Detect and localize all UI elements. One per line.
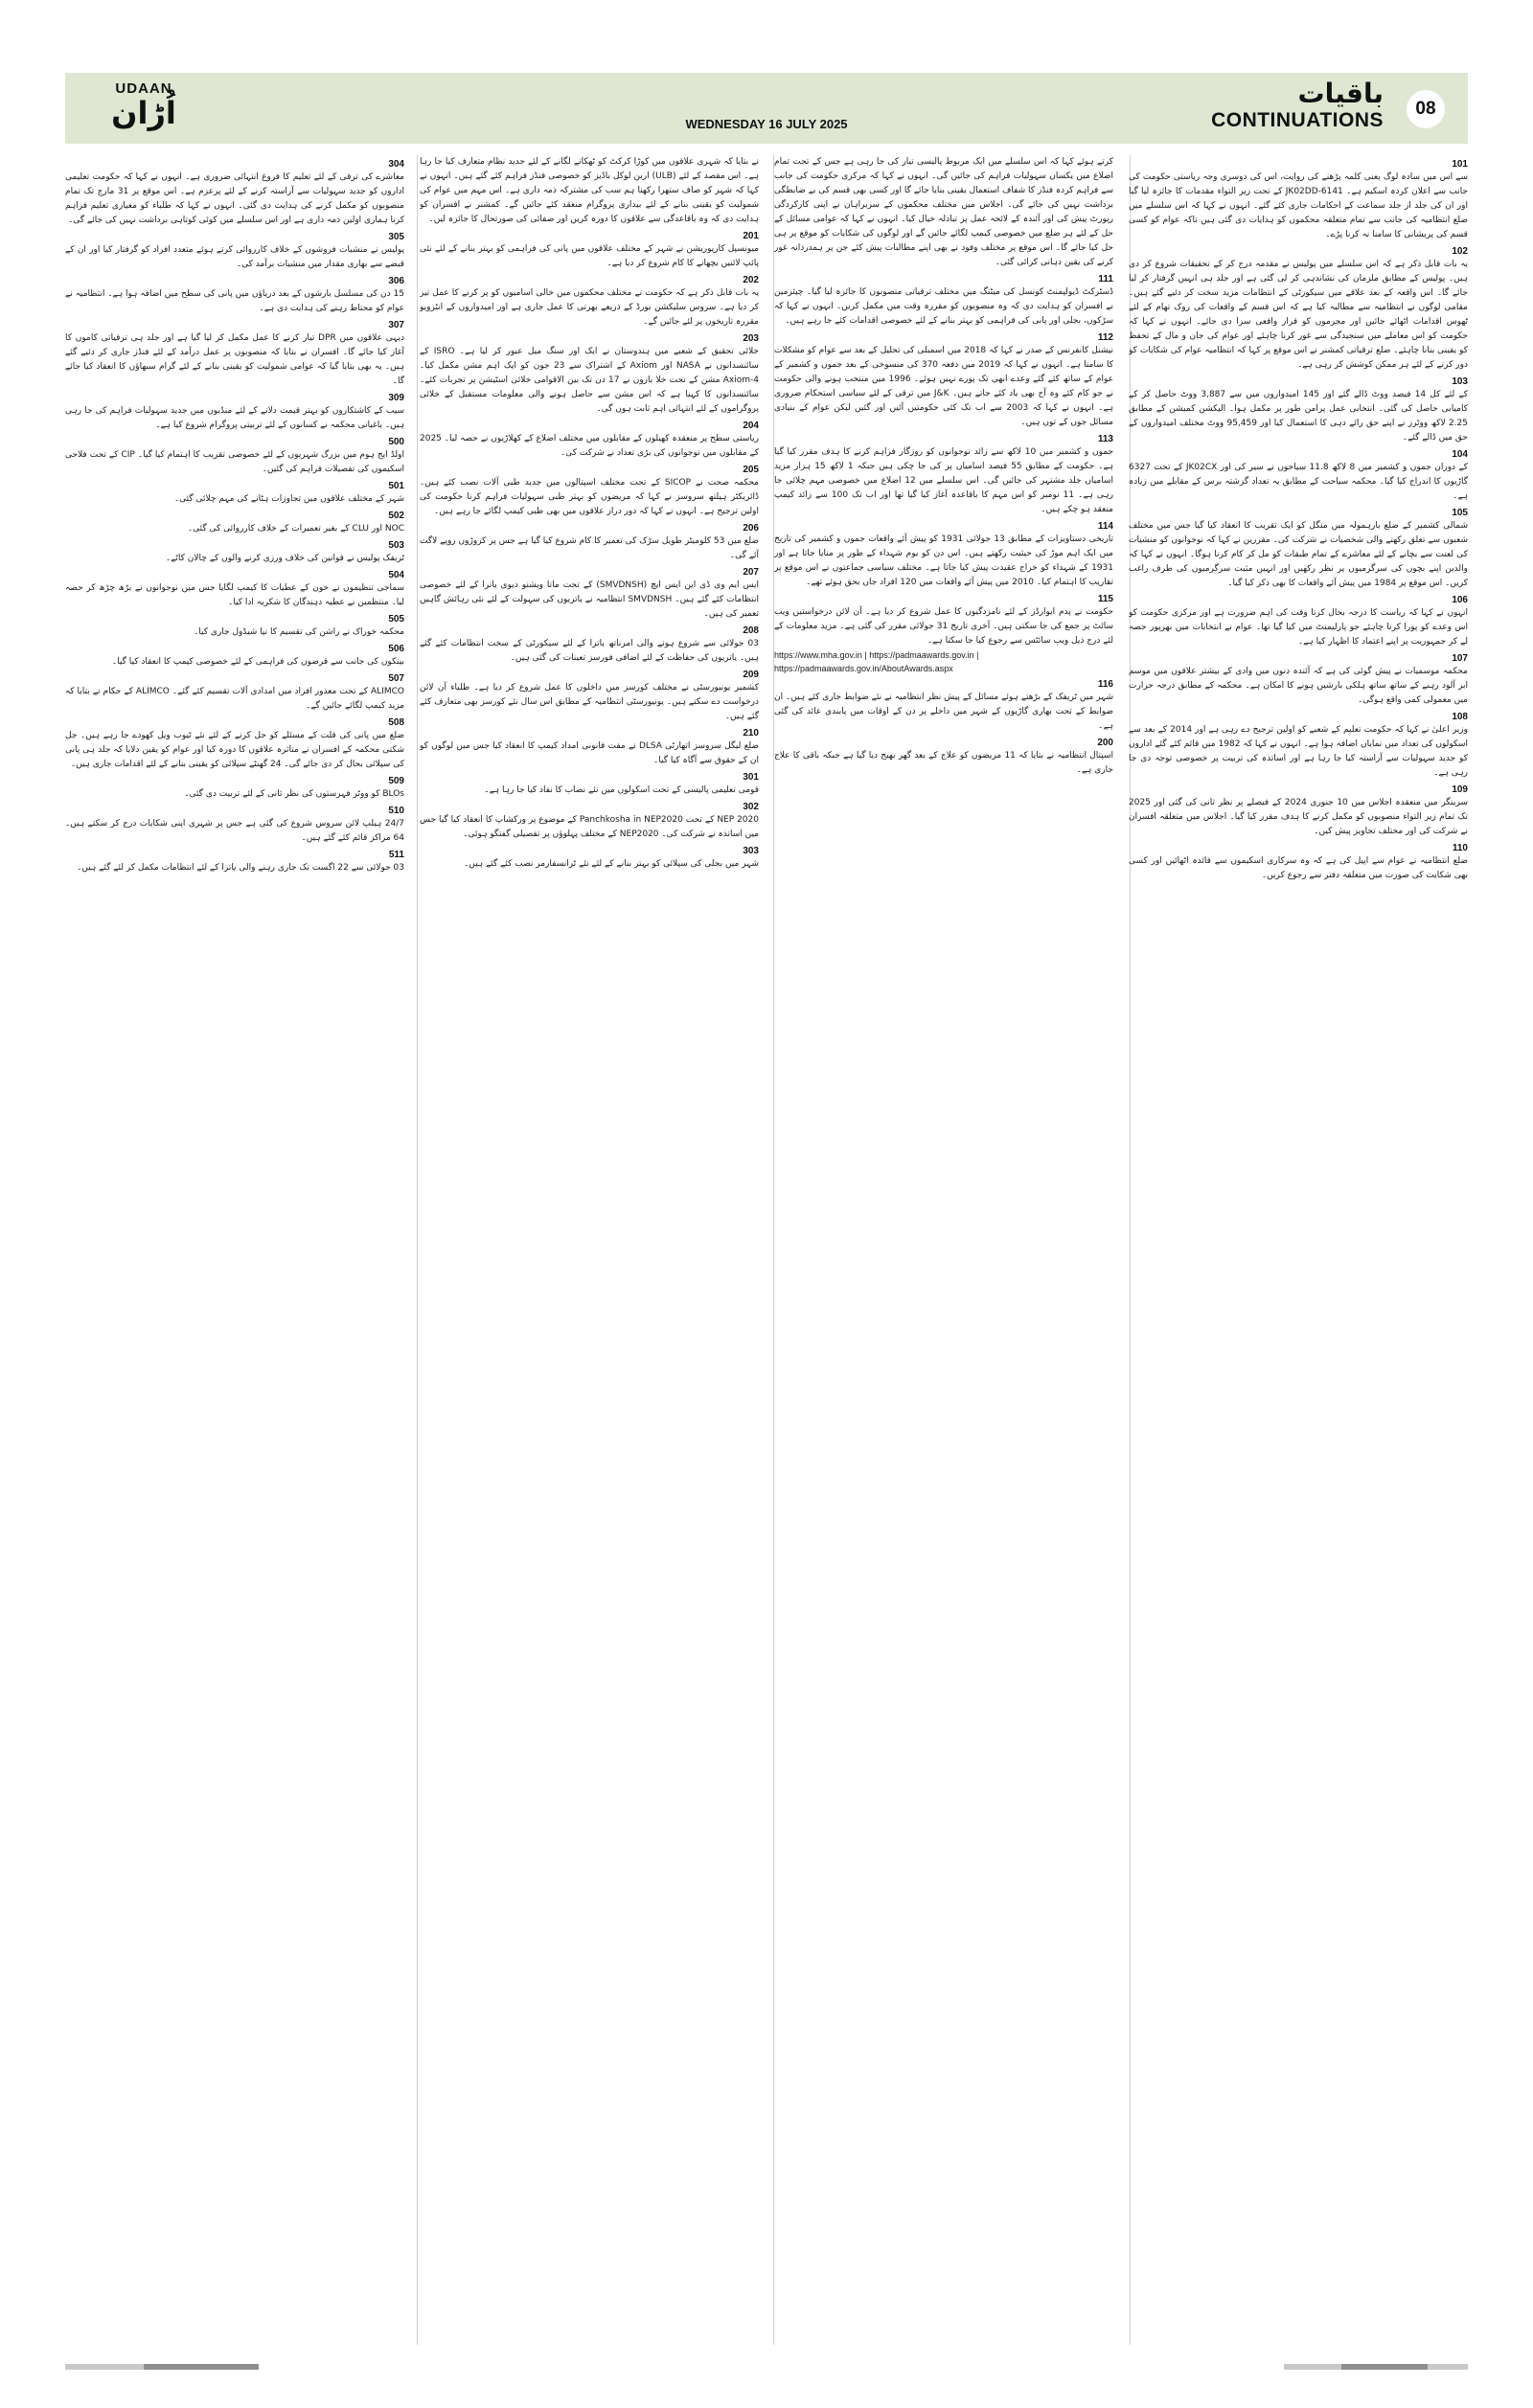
continuation-text: ریاستی سطح پر منعقدہ کھیلوں کے مقابلوں میں مختلف اضلاع کے کھلاڑیوں نے حصہ لیا۔ 2025 کے مقابلوں میں نوجوانوں کی بڑی تعداد نے شرکت کی۔	[420, 434, 759, 458]
masthead-bar	[65, 73, 1468, 144]
continuation-block	[420, 567, 759, 622]
continuation-number: 306	[388, 276, 404, 286]
continuation-text: قومی تعلیمی پالیسی کے تحت اسکولوں میں نئے نصاب کا نفاذ کیا جا رہا ہے۔	[484, 785, 759, 795]
continuation-number: 205	[743, 465, 759, 475]
continuation-block	[1129, 246, 1468, 373]
continuation-block	[1129, 784, 1468, 839]
continuation-number: 114	[1097, 521, 1113, 532]
continuation-block	[65, 232, 404, 272]
continuation-block	[65, 393, 404, 433]
continuation-number: 204	[743, 420, 759, 431]
brand-name-ur: اُڑان	[111, 95, 176, 131]
continuation-number: 115	[1097, 594, 1113, 604]
continuation-number: 504	[388, 570, 404, 580]
continuation-block	[420, 155, 759, 227]
continuation-block	[65, 717, 404, 772]
continuation-block	[65, 511, 404, 536]
continuation-text: حکومت نے پدم ایوارڈز کے لئے نامزدگیوں کا عمل شروع کر دیا ہے۔ آن لائن درخواستیں ویب سائٹ پر جمع کی جا سکتی ہیں۔ آخری تاریخ 31 جولائی مقرر کی گئی ہے۔ مزید معلومات کے لئے درج ذیل ویب سائٹس سے رجوع کیا جا سکتا ہے۔	[774, 607, 1113, 646]
continuation-block	[774, 594, 1113, 648]
continuation-text: یہ بات قابل ذکر ہے کہ اس سلسلے میں پولیس نے مقدمہ درج کر کے تحقیقات شروع کر دی ہیں۔ پولیس کے مطابق ملزمان کی نشاندہی کر لی گئی ہے اور جلد ہی انہیں گرفتار کر لیا جائے گا۔ اس واقعہ کے بعد علاقے میں سیکورٹی کے انتظامات مزید سخت کر دئیے گئے ہیں۔ مقامی لوگوں نے انتظامیہ سے مطالبہ کیا ہے کہ اس قسم کے واقعات کی روک تھام کے لئے ٹھوس اقدامات اٹھائے جائیں اور مجرموں کو قرار واقعی سزا دی جائے۔ انہوں نے کہا کہ حکومت کو اس معاملے میں سنجیدگی سے غور کرنا چاہئے اور عوام کی جان و مال کے تحفظ کو یقینی بنانا چاہئے۔ ضلع ترقیاتی کمشنر نے اس موقع پر کہا کہ انتظامیہ عوام کی شکایات کو دور کرنے کے لئے ہر ممکن کوشش کر رہی ہے۔	[1129, 260, 1468, 370]
continuation-text: NOC اور CLU کے بغیر تعمیرات کے خلاف کارروائی کی گئی۔	[187, 524, 404, 534]
continuation-number: 302	[743, 802, 759, 812]
continuation-block	[65, 850, 404, 875]
continuation-block	[65, 540, 404, 566]
continuation-number: 104	[1452, 449, 1468, 460]
continuation-text: سیب کے کاشتکاروں کو بہتر قیمت دلانے کے لئے منڈیوں میں جدید سہولیات فراہم کی جا رہی ہیں۔ باغبانی محکمہ نے کسانوں کے لئے تربیتی پروگرام شروع کیا ہے۔	[65, 406, 404, 430]
continuation-number: 200	[1097, 738, 1113, 748]
continuation-block	[420, 275, 759, 329]
continuation-block	[774, 274, 1113, 329]
continuation-number: 502	[388, 511, 404, 521]
continuation-block	[1129, 843, 1468, 883]
continuation-block	[774, 648, 1113, 675]
continuation-block	[65, 644, 404, 670]
continuation-block	[420, 772, 759, 798]
continuation-block	[420, 231, 759, 271]
continuation-block	[420, 802, 759, 842]
page-number-badge: 08	[1407, 90, 1445, 128]
continuation-number: 102	[1452, 246, 1468, 257]
continuation-block	[1129, 449, 1468, 504]
continuation-text: پولیس نے منشیات فروشوں کے خلاف کارروائی کرتے ہوئے متعدد افراد کو گرفتار کیا اور ان کے قبضے سے بھاری مقدار میں منشیات برآمد کی۔	[65, 245, 404, 269]
text-column-2	[774, 155, 1113, 2345]
continuation-block	[420, 465, 759, 519]
continuation-number: 112	[1097, 332, 1113, 343]
continuation-number: 113	[1097, 434, 1113, 444]
continuation-number: 304	[388, 159, 404, 170]
continuation-text: ایس ایم وی ڈی این ایس ایچ (SMVDNSH) کے تحت ماتا ویشنو دیوی یاترا کے لئے خصوصی انتظامات کئے گئے ہیں۔ SMVDNSH انتظامیہ نے یاتریوں کی سہولت کے لئے نئی رہائش گاہیں تعمیر کی ہیں۔	[420, 580, 759, 619]
continuation-number: 107	[1452, 653, 1468, 664]
continuation-number: 303	[743, 846, 759, 856]
continuation-text: یہ بات قابل ذکر ہے کہ حکومت نے مختلف محکموں میں خالی اسامیوں کو پر کرنے کا عمل تیز کر دیا ہے۔ سروس سلیکشن بورڈ کے ذریعے بھرتی کا عمل جاری ہے اور امیدواروں کے انٹرویو مقررہ تاریخوں پر لئے جائیں گے۔	[420, 288, 759, 327]
continuation-block	[65, 320, 404, 389]
continuation-text: ضلع لیگل سروسز اتھارٹی DLSA نے مفت قانونی امداد کیمپ کا انعقاد کیا جس میں لوگوں کو ان کے حقوق سے آگاہ کیا گیا۔	[420, 741, 759, 765]
continuation-block	[774, 679, 1113, 734]
continuation-text: انہوں نے کہا کہ ریاست کا درجہ بحال کرنا وقت کی اہم ضرورت ہے اور مرکزی حکومت کو اس وعدے کو پورا کرنا چاہئے جو پارلیمنٹ میں کیا گیا تھا۔ عوام نے انتخابات میں بھرپور حصہ لے کر جمہوریت پر اپنے اعتماد کا اظہار کیا ہے۔	[1129, 608, 1468, 647]
continuation-text: ڈسٹرکٹ ڈیولپمنٹ کونسل کی میٹنگ میں مختلف ترقیاتی منصوبوں کا جائزہ لیا گیا۔ چیئرمین نے افسران کو ہدایت دی کہ وہ منصوبوں کو مقررہ وقت میں مکمل کریں۔ انہوں نے کہا کہ سڑکوں، بجلی اور پانی کی فراہمی کو بہتر بنانے کے لئے خصوصی اقدامات کئے جا رہے ہیں۔	[774, 287, 1113, 326]
text-column-1	[1129, 155, 1468, 2345]
continuation-number: 503	[388, 540, 404, 551]
continuation-text: کرتے ہوئے کہا کہ اس سلسلے میں ایک مربوط پالیسی تیار کی جا رہی ہے جس کے تحت تمام اضلاع میں یکساں سہولیات فراہم کی جائیں گی۔ انہوں نے کہا کہ مرکزی حکومت کی جانب سے فراہم کردہ فنڈز کا شفاف استعمال یقینی بنایا جائے گا اور کسی بھی قسم کی بے ضابطگی برداشت نہیں کی جائے گی۔ اجلاس میں مختلف محکموں کے سربراہان نے اپنی کارکردگی رپورٹ پیش کی اور آئندہ کے لائحہ عمل پر تبادلہ خیال کیا۔ انہوں نے کہا کہ عوامی مسائل کے حل کے لئے ہر ضلع میں خصوصی کیمپ لگائے جائیں گے اور لوگوں کی شکایات کو موقع پر ہی حل کیا جائے گا۔ اس موقع پر مختلف وفود نے بھی اپنے مطالبات پیش کئے جن پر ہمدردانہ غور کرنے کی یقین دہانی کرائی گئی۔	[774, 157, 1113, 267]
continuation-text: سرینگر میں منعقدہ اجلاس میں 10 جنوری 2024 کے فیصلے پر نظر ثانی کی گئی اور 2025 تک تمام زیر التواء منصوبوں کو مکمل کرنے کا ہدف مقرر کیا گیا۔ اجلاس میں متعلقہ افسران نے شرکت کی اور مختلف تجاویز پیش کیں۔	[1129, 798, 1468, 836]
continuation-block	[1129, 376, 1468, 445]
section-title-en: CONTINUATIONS	[1211, 109, 1384, 131]
continuation-text: سماجی تنظیموں نے خون کے عطیات کا کیمپ لگایا جس میں نوجوانوں نے بڑھ چڑھ کر حصہ لیا۔ منتظمین نے عطیہ دہندگان کا شکریہ ادا کیا۔	[65, 583, 404, 607]
continuation-number: 210	[743, 728, 759, 738]
continuation-block	[65, 614, 404, 640]
continuation-number: 110	[1452, 843, 1468, 853]
continuation-text: 03 جولائی سے 22 اگست تک جاری رہنے والی یاترا کے لئے انتظامات مکمل کر لئے گئے ہیں۔	[77, 863, 404, 873]
continuation-block	[420, 523, 759, 563]
continuation-text: نے بتایا کہ شہری علاقوں میں کوڑا کرکٹ کو ٹھکانے لگانے کے لئے جدید نظام متعارف کیا جا رہا ہے۔ اس مقصد کے لئے (ULB) اربن لوکل باڈیز کو خصوصی فنڈز فراہم کئے گئے ہیں۔ انہوں نے کہا کہ شہر کو صاف ستھرا رکھنا ہم سب کی مشترکہ ذمہ داری ہے۔ اس مہم میں عوام کی شمولیت کو یقینی بنانے کے لئے بیداری پروگرام منعقد کئے جائیں گے۔ کمشنر نے افسران کو ہدایت دی کہ وہ باقاعدگی سے علاقوں کا دورہ کریں اور صفائی کی صورتحال کا جائزہ لیں۔	[420, 157, 759, 224]
continuation-number: 505	[388, 614, 404, 625]
continuation-text: ضلع میں پانی کی قلت کے مسئلے کو حل کرنے کے لئے نئے ٹیوب ویل کھودے جا رہے ہیں۔ جل شکتی محکمہ کے افسران نے متاثرہ علاقوں کا دورہ کیا اور عوام کو یقین دلایا کہ جلد ہی پانی کی سپلائی بحال کر دی جائے گی۔ 24 گھنٹے سپلائی کو یقینی بنانے کے لئے اقدامات جاری ہیں۔	[65, 731, 404, 769]
continuation-block	[65, 570, 404, 610]
text-column-3	[420, 155, 759, 2345]
continuation-text: نیشنل کانفرنس کے صدر نے کہا کہ 2018 میں اسمبلی کی تحلیل کے بعد سے عوام کو مشکلات کا سامنا ہے۔ انہوں نے کہا کہ 2019 میں دفعہ 370 کی منسوخی کے بعد جموں و کشمیر کے عوام کے ساتھ کئے گئے وعدے ابھی تک پورے نہیں ہوئے۔ 1996 میں منتخب ہونے والی حکومت نے جو کام کئے وہ آج بھی یاد کئے جاتے ہیں۔ J&K میں ترقی کے لئے سیاسی استحکام ضروری ہے۔ انہوں نے کہا کہ 2003 سے اب تک کئی حکومتیں آئیں اور گئیں لیکن عوام کے بنیادی مسائل جوں کے توں ہیں۔	[774, 346, 1113, 427]
continuation-text: خلائی تحقیق کے شعبے میں ہندوستان نے ایک اور سنگ میل عبور کر لیا ہے۔ ISRO کے سائنسدانوں نے NASA اور Axiom کے اشتراک سے 23 جون کو ایک اہم مشن مکمل کیا۔ Axiom-4 مشن کے تحت خلا بازوں نے 17 دن تک بین الاقوامی خلائی اسٹیشن پر تجربات کئے۔ سائنسدانوں کا کہنا ہے کہ اس مشن سے حاصل ہونے والی معلومات مستقبل کے خلائی پروگراموں کے لئے انتہائی اہم ثابت ہوں گی۔	[420, 347, 759, 414]
continuation-text: ٹریفک پولیس نے قوانین کی خلاف ورزی کرنے والوں کے چالان کاٹے۔	[165, 554, 404, 563]
continuation-number: 509	[388, 776, 404, 786]
continuation-text: ALIMCO کے تحت معذور افراد میں امدادی آلات تقسیم کئے گئے۔ ALIMCO کے حکام نے بتایا کہ مزید کیمپ لگائے جائیں گے۔	[65, 687, 404, 711]
continuation-number: 209	[743, 670, 759, 680]
continuation-block	[1129, 653, 1468, 708]
continuation-number: 307	[388, 320, 404, 330]
continuation-block	[1129, 508, 1468, 591]
section-title-ur: باقیات	[1297, 78, 1384, 109]
continuation-text: شہر کے مختلف علاقوں میں تجاوزات ہٹانے کی مہم چلائی گئی۔	[173, 494, 404, 504]
continuation-block	[774, 434, 1113, 517]
continuation-number: 116	[1097, 679, 1113, 690]
reference-urls: https://www.mha.gov.in | https://padmaawards.gov.in | https://padmaawards.gov.in/AboutAwards.aspx	[774, 650, 979, 673]
continuation-text: اسپتال انتظامیہ نے بتایا کہ 11 مریضوں کو علاج کے بعد گھر بھیج دیا گیا ہے جبکہ باقی کا علاج جاری ہے۔	[774, 751, 1113, 775]
continuation-text: دیہی علاقوں میں DPR تیار کرنے کا عمل مکمل کر لیا گیا ہے اور جلد ہی ترقیاتی کاموں کا آغاز کیا جائے گا۔ افسران نے بتایا کہ منصوبوں پر عمل درآمد کے لئے فنڈز جاری کر دئیے گئے ہیں۔ یہ بھی بتایا گیا کہ عوامی شمولیت کو یقینی بنانے کے لئے گرام سبھاؤں کا انعقاد کیا جائے گا۔	[65, 333, 404, 386]
continuation-text: 15 دن کی مسلسل بارشوں کے بعد دریاؤں میں پانی کی سطح میں اضافہ ہوا ہے۔ انتظامیہ نے عوام کو محتاط رہنے کی ہدایت دی ہے۔	[65, 289, 404, 313]
continuation-number: 101	[1452, 159, 1468, 170]
continuation-block	[420, 333, 759, 417]
continuation-number: 305	[388, 232, 404, 242]
continuation-block	[420, 728, 759, 768]
continuation-number: 109	[1452, 784, 1468, 795]
continuation-block	[1129, 712, 1468, 781]
continuation-text: سے اس میں سادہ لوگ یعنی کلمہ پڑھنے کی روایت، اس کی دوسری وجہ ریاستی حکومت کی جانب سے اعلان کردہ اسکیم ہے۔ JK02DD-6141 کے تحت زیر التواء مقدمات کا جائزہ لیا گیا اور ان کی جلد از جلد سماعت کے احکامات جاری کئے گئے۔ انہوں نے کہا کہ اس سلسلے میں ضلع انتظامیہ کی جانب سے تمام متعلقہ محکموں کو ہدایات دی گئی ہیں تاکہ عوام کو کسی قسم کی پریشانی کا سامنا نہ کرنا پڑے۔	[1129, 172, 1468, 239]
continuation-text: 24/7 ہیلپ لائن سروس شروع کی گئی ہے جس پر شہری اپنی شکایات درج کر سکتے ہیں۔ 64 مراکز قائم کئے گئے ہیں۔	[65, 819, 404, 843]
continuation-number: 309	[388, 393, 404, 403]
section-title	[1211, 79, 1384, 132]
continuation-number: 511	[388, 850, 404, 860]
continuation-number: 301	[743, 772, 759, 783]
continuation-number: 106	[1452, 595, 1468, 605]
continuation-number: 201	[743, 231, 759, 241]
continuation-text: شہر میں ٹریفک کے بڑھتے ہوئے مسائل کے پیش نظر انتظامیہ نے نئے ضوابط جاری کئے ہیں۔ ان ضوابط کے تحت بھاری گاڑیوں کے شہر میں داخلے پر دن کے اوقات میں پابندی عائد کی گئی ہے۔	[774, 693, 1113, 731]
continuation-number: 500	[388, 437, 404, 447]
continuation-block	[774, 332, 1113, 430]
continuation-text: جموں و کشمیر میں 10 لاکھ سے زائد نوجوانوں کو روزگار فراہم کرنے کا ہدف مقرر کیا گیا ہے۔ حکومت کے مطابق 55 فیصد اسامیاں پر کی جا چکی ہیں جبکہ 1 لاکھ 15 ہزار مزید اسامیاں جلد مشتہر کی جائیں گی۔ اس سلسلے میں 12 اضلاع میں خصوصی مہم چلائی جا رہی ہے۔ 11 نومبر کو اس مہم کا باقاعدہ آغاز کیا گیا تھا اور اب تک 100 سے زائد کیمپ منعقد ہو چکے ہیں۔	[774, 447, 1113, 514]
continuation-block	[65, 276, 404, 316]
continuation-text: کے دوران جموں و کشمیر میں 8 لاکھ 11.8 سیاحوں نے سیر کی اور JK02CX کے تحت 6327 گاڑیوں کا اندراج کیا گیا۔ محکمہ سیاحت کے مطابق یہ تعداد گزشتہ برس کے مقابلے میں زیادہ ہے۔	[1129, 463, 1468, 501]
continuation-text: محکمہ موسمیات نے پیش گوئی کی ہے کہ آئندہ دنوں میں وادی کے بیشتر علاقوں میں موسم ابر آلود رہنے کے ساتھ ساتھ ہلکی بارشیں ہونے کا امکان ہے۔ محکمہ کے مطابق درجہ حرارت میں معمولی کمی واقع ہوگی۔	[1129, 667, 1468, 705]
continuation-number: 203	[743, 333, 759, 344]
continuation-block	[420, 846, 759, 872]
continuation-block	[1129, 595, 1468, 649]
continuation-text: اولڈ ایج ہوم میں بزرگ شہریوں کے لئے خصوصی تقریب کا اہتمام کیا گیا۔ CIP کے تحت فلاحی اسکیموں کی تفصیلات فراہم کی گئیں۔	[65, 450, 404, 474]
continuation-text: NEP 2020 کے تحت Panchkosha in NEP2020 کے موضوع پر ورکشاپ کا انعقاد کیا گیا جس میں اساتذہ نے شرکت کی۔ NEP2020 کے مختلف پہلوؤں پر تفصیلی گفتگو ہوئی۔	[420, 815, 759, 839]
continuation-number: 202	[743, 275, 759, 285]
text-column-4	[65, 155, 404, 2345]
continuation-block	[774, 738, 1113, 778]
continuation-block	[420, 420, 759, 461]
continuation-block	[65, 806, 404, 846]
continuation-number: 206	[743, 523, 759, 534]
continuation-block	[65, 776, 404, 802]
continuation-number: 507	[388, 673, 404, 684]
continuation-block	[774, 155, 1113, 270]
continuation-block	[1129, 159, 1468, 242]
continuation-text: میونسپل کارپوریشن نے شہر کے مختلف علاقوں میں پانی کی فراہمی کو بہتر بنانے کے لئے نئی پائپ لائنیں بچھانے کا کام شروع کر دیا ہے۔	[420, 244, 759, 268]
continuation-block	[65, 481, 404, 507]
continuation-block	[65, 159, 404, 228]
continuation-number: 506	[388, 644, 404, 654]
continuation-text: محکمہ خوراک نے راشن کی تقسیم کا نیا شیڈول جاری کیا۔	[194, 627, 404, 637]
continuation-block	[774, 521, 1113, 590]
continuation-number: 111	[1098, 274, 1113, 284]
continuation-text: کشمیر یونیورسٹی نے مختلف کورسز میں داخلوں کا عمل شروع کر دیا ہے۔ طلباء آن لائن درخواست دے سکتے ہیں۔ یونیورسٹی انتظامیہ کے مطابق اس سال نئے کورسز بھی متعارف کئے گئے ہیں۔	[420, 683, 759, 721]
continuation-number: 501	[388, 481, 404, 491]
continuation-text: تاریخی دستاویزات کے مطابق 13 جولائی 1931 کو پیش آئے واقعات جموں و کشمیر کی تاریخ میں ایک اہم موڑ کی حیثیت رکھتے ہیں۔ اس دن کو یوم شہداء کے طور پر منایا جاتا ہے اور 1931 کے شہداء کو خراج عقیدت پیش کیا جاتا ہے۔ مختلف سیاسی جماعتوں نے اس موقع پر تقاریب کا اہتمام کیا۔ 2010 میں پیش آئے واقعات میں 120 افراد جاں بحق ہوئے تھے۔	[774, 534, 1113, 587]
continuation-number: 208	[743, 625, 759, 636]
continuations-columns	[65, 155, 1468, 2345]
continuation-number: 510	[388, 806, 404, 816]
continuation-text: شہر میں بجلی کی سپلائی کو بہتر بنانے کے لئے نئے ٹرانسفارمر نصب کئے گئے ہیں۔	[464, 859, 759, 869]
continuation-number: 207	[743, 567, 759, 578]
footer-strip-right-accent	[1341, 2364, 1428, 2370]
continuation-block	[420, 625, 759, 666]
continuation-number: 105	[1452, 508, 1468, 518]
continuation-number: 108	[1452, 712, 1468, 722]
continuation-text: وزیر اعلیٰ نے کہا کہ حکومت تعلیم کے شعبے کو اولین ترجیح دے رہی ہے اور 2014 کے بعد سے اسکولوں کی تعداد میں نمایاں اضافہ ہوا ہے۔ انہوں نے کہا کہ 1982 میں قائم کئے گئے اداروں کو جدید سہولیات سے آراستہ کیا جا رہا ہے اور اساتذہ کی تربیت پر خصوصی توجہ دی جا رہی ہے۔	[1129, 725, 1468, 778]
continuation-number: 103	[1452, 376, 1468, 387]
continuation-text: معاشرے کی ترقی کے لئے تعلیم کا فروغ انتہائی ضروری ہے۔ انہوں نے کہا کہ حکومت تعلیمی اداروں کو جدید سہولیات سے آراستہ کرنے کے لئے پرعزم ہے۔ اس موقع پر 31 مارچ تک تمام منصوبوں کو مکمل کرنے کی ہدایت دی گئی۔ انہوں نے کہا کہ طلباء کو معیاری تعلیم فراہم کرنا ہماری اولین ذمہ داری ہے اور اس سلسلے میں کوئی کوتاہی برداشت نہیں کی جائے گی۔	[65, 172, 404, 225]
brand-name-en: UDAAN	[115, 80, 172, 97]
continuation-text: ضلع انتظامیہ نے عوام سے اپیل کی ہے کہ وہ سرکاری اسکیموں سے فائدہ اٹھائیں اور کسی بھی شکایت کی صورت میں متعلقہ دفتر سے رجوع کریں۔	[1129, 856, 1468, 880]
continuation-text: BLOs کو ووٹر فہرستوں کی نظر ثانی کے لئے تربیت دی گئی۔	[184, 789, 404, 799]
continuation-block	[65, 673, 404, 714]
continuation-text: شمالی کشمیر کے ضلع بارہمولہ میں منگل کو ایک تقریب کا انعقاد کیا گیا جس میں مختلف شعبوں سے تعلق رکھنے والی شخصیات نے شرکت کی۔ مقررین نے کہا کہ نوجوانوں کو منشیات کی لعنت سے بچانے کے لئے معاشرے کے تمام طبقات کو مل کر کام کرنا ہوگا۔ انہوں نے کہا کہ والدین اپنے بچوں کی سرگرمیوں پر نظر رکھیں اور انہیں مثبت سرگرمیوں کی طرف راغب کریں۔ اس موقع پر 1984 میں پیش آئے واقعات کا بھی ذکر کیا گیا۔	[1129, 521, 1468, 588]
issue-date: WEDNESDAY 16 JULY 2025	[685, 117, 848, 131]
continuation-text: کے لئے کل 14 فیصد ووٹ ڈالے گئے اور 145 امیدواروں میں سے 3,887 ووٹ حاصل کر کے کامیابی حاصل کی گئی۔ انتخابی عمل پرامن طور پر مکمل ہوا۔ الیکشن کمیشن کے مطابق 2.25 لاکھ ووٹرز نے اپنے حق رائے دہی کا استعمال کیا اور 95,459 ووٹ مختلف امیدواروں کے حق میں ڈالے گئے۔	[1129, 390, 1468, 443]
continuation-text: 03 جولائی سے شروع ہونے والی امرناتھ یاترا کے لئے سیکورٹی کے سخت انتظامات کئے گئے ہیں۔ یاتریوں کی حفاظت کے لئے اضافی فورسز تعینات کی گئی ہیں۔	[420, 639, 759, 663]
continuation-text: ضلع میں 53 کلومیٹر طویل سڑک کی تعمیر کا کام شروع کیا گیا ہے جس پر کروڑوں روپے لاگت آئے گی۔	[420, 536, 759, 560]
continuation-number: 508	[388, 717, 404, 728]
continuation-block	[65, 437, 404, 477]
continuation-block	[420, 670, 759, 724]
continuation-text: بینکوں کی جانب سے قرضوں کی فراہمی کے لئے خصوصی کیمپ کا انعقاد کیا گیا۔	[111, 657, 404, 667]
footer-strip-left-accent	[144, 2364, 259, 2370]
continuation-text: محکمہ صحت نے SICOP کے تحت مختلف اسپتالوں میں جدید طبی آلات نصب کئے ہیں۔ ڈائریکٹر ہیلتھ سروسز نے کہا کہ مریضوں کو بہتر طبی سہولیات فراہم کرنا حکومت کی اولین ترجیح ہے۔ انہوں نے کہا کہ دور دراز علاقوں میں بھی طبی کیمپ لگائے جا رہے ہیں۔	[420, 478, 759, 516]
